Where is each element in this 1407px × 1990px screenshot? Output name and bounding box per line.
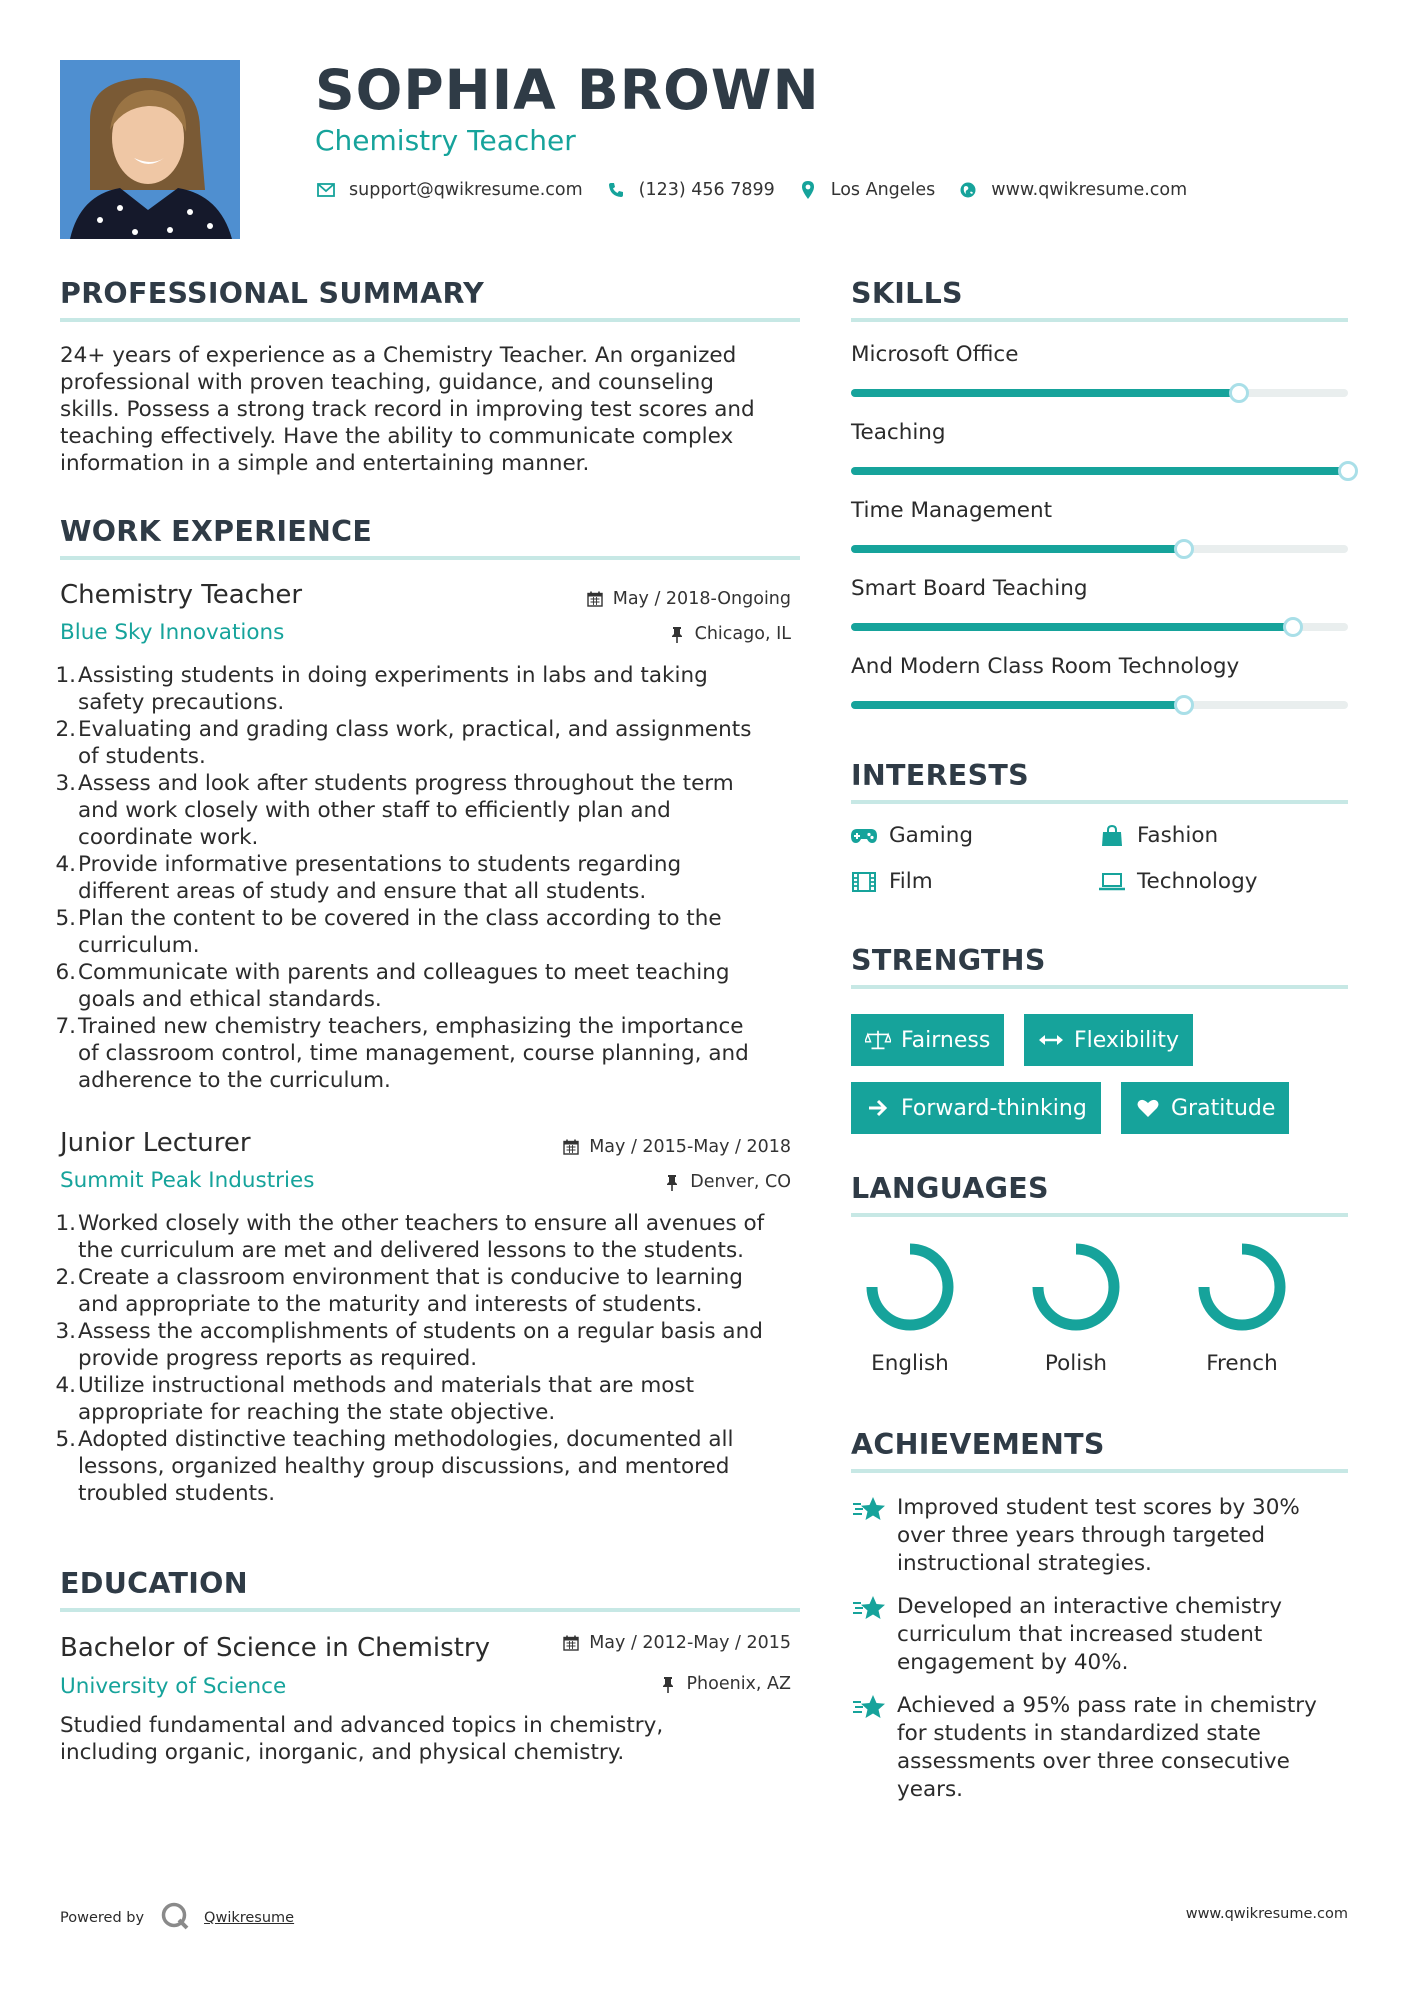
calendar-icon	[562, 1634, 580, 1652]
phone-icon	[605, 180, 627, 200]
education-rule	[60, 1608, 800, 1612]
skill-bar-knob	[1174, 539, 1194, 559]
job-duties-list	[55, 662, 800, 1094]
summary-line: professional with proven teaching, guidance, and counseling	[60, 370, 714, 395]
strength-label: Gratitude	[1171, 1095, 1276, 1121]
language-ring-arc	[872, 1249, 948, 1325]
language-label: French	[1206, 1351, 1278, 1376]
job-company: Summit Peak Industries	[60, 1168, 315, 1193]
interest-label: Film	[889, 869, 933, 894]
job-dates-text: May / 2015-May / 2018	[589, 1137, 791, 1157]
strength-label: Forward-thinking	[901, 1095, 1087, 1121]
strength-tag	[1121, 1082, 1289, 1134]
experience-heading: WORK EXPERIENCE	[60, 515, 373, 548]
list-item: 2. Create a classroom environment that is conducive to learning and appropriate to the maturity and interests of students.	[55, 1265, 743, 1317]
achievement-item	[851, 1692, 1331, 1804]
strength-label: Flexibility	[1074, 1027, 1179, 1053]
experience-rule	[60, 556, 800, 560]
language-item	[1016, 1241, 1136, 1376]
candidate-name: SOPHIA BROWN	[315, 58, 820, 122]
calendar-icon	[562, 1138, 580, 1156]
degree-title: Bachelor of Science in Chemistry	[60, 1633, 490, 1663]
skill-label: Teaching	[851, 420, 946, 445]
film-icon	[851, 871, 877, 893]
skill-bar-knob	[1229, 383, 1249, 403]
job-title: Chemistry Teacher	[60, 580, 303, 610]
list-item: 5. Adopted distinctive teaching methodologies, documented all lessons, organized healthy group discussions, and mentored troubled students.	[55, 1427, 734, 1506]
list-item: 4. Provide informative presentations to students regarding different areas of study and ensure that all students.	[55, 852, 682, 904]
heart-icon	[1135, 1096, 1161, 1120]
summary-line: information in a simple and entertaining manner.	[60, 451, 590, 476]
contact-email[interactable]: support@qwikresume.com	[349, 180, 583, 200]
skill-bar-fill	[851, 545, 1184, 553]
languages-heading: LANGUAGES	[851, 1172, 1049, 1205]
star-icon	[851, 1494, 887, 1524]
skill-bar	[851, 545, 1348, 553]
star-icon	[851, 1593, 887, 1623]
strength-tag	[851, 1014, 1004, 1066]
interest-item	[1099, 869, 1257, 894]
job-dates	[586, 589, 791, 609]
language-ring-arc	[1038, 1249, 1114, 1325]
skill-label: And Modern Class Room Technology	[851, 654, 1240, 679]
contact-website[interactable]: www.qwikresume.com	[991, 180, 1188, 200]
interest-label: Fashion	[1137, 823, 1219, 848]
calendar-icon	[586, 590, 604, 608]
language-ring	[864, 1241, 956, 1333]
list-item: 6. Communicate with parents and colleagues to meet teaching goals and ethical standards.	[55, 960, 730, 1012]
gamepad-icon	[851, 825, 877, 847]
strengths-heading: STRENGTHS	[851, 944, 1046, 977]
contact-bar	[315, 180, 1209, 200]
job-location-text: Chicago, IL	[694, 624, 791, 644]
contact-location: Los Angeles	[830, 180, 936, 200]
list-item: 2. Evaluating and grading class work, practical, and assignments of students.	[55, 717, 752, 769]
education-dates	[562, 1633, 791, 1653]
skill-bar-knob	[1283, 617, 1303, 637]
list-item: 5. Plan the content to be covered in the class according to the curriculum.	[55, 906, 722, 958]
skill-label: Smart Board Teaching	[851, 576, 1088, 601]
skills-rule	[851, 318, 1348, 322]
balance-scale-icon	[865, 1028, 891, 1052]
contact-phone: (123) 456 7899	[638, 180, 775, 200]
skill-bar-knob	[1338, 461, 1358, 481]
interest-item	[851, 869, 933, 894]
footer-powered-by	[60, 1901, 294, 1935]
list-item: 4. Utilize instructional methods and materials that are most appropriate for reaching the state objective.	[55, 1373, 695, 1425]
skill-label: Microsoft Office	[851, 342, 1019, 367]
language-ring	[1030, 1241, 1122, 1333]
job-dates-text: May / 2018-Ongoing	[612, 589, 791, 609]
job-location	[663, 1172, 791, 1192]
pushpin-icon	[659, 1675, 677, 1693]
education-location-text: Phoenix, AZ	[686, 1674, 791, 1694]
pushpin-icon	[668, 625, 686, 643]
achievement-text: Improved student test scores by 30% over three years through targeted instructional strategies.	[897, 1495, 1300, 1576]
envelope-icon	[315, 180, 337, 200]
skill-bar-fill	[851, 467, 1348, 475]
interests-heading: INTERESTS	[851, 759, 1029, 792]
achievement-item	[851, 1494, 1331, 1578]
skill-bar	[851, 389, 1348, 397]
map-pin-icon	[797, 180, 819, 200]
star-icon	[851, 1692, 887, 1722]
skill-bar-fill	[851, 389, 1239, 397]
achievements-heading: ACHIEVEMENTS	[851, 1428, 1105, 1461]
summary-rule	[60, 318, 800, 322]
school-name: University of Science	[60, 1674, 287, 1699]
footer-url[interactable]: www.qwikresume.com	[1185, 1906, 1348, 1922]
double-arrow-icon	[1038, 1028, 1064, 1052]
language-item	[850, 1241, 970, 1376]
summary-line: 24+ years of experience as a Chemistry Teacher. An organized	[60, 343, 737, 368]
list-item: 7. Trained new chemistry teachers, emphasizing the importance of classroom control, time management, course planning, and adherence to the curriculum.	[55, 1014, 749, 1093]
interests-rule	[851, 800, 1348, 804]
achievement-item	[851, 1593, 1331, 1677]
language-item	[1182, 1241, 1302, 1376]
skill-bar	[851, 467, 1348, 475]
skill-bar-knob	[1174, 695, 1194, 715]
list-item: 1. Assisting students in doing experiments in labs and taking safety precautions.	[55, 663, 708, 715]
job-company: Blue Sky Innovations	[60, 620, 285, 645]
interest-item	[851, 823, 973, 848]
candidate-role: Chemistry Teacher	[315, 124, 576, 157]
summary-text	[60, 342, 800, 477]
job-location	[668, 624, 791, 644]
qwikresume-link[interactable]: Qwikresume	[204, 1910, 295, 1926]
achievement-text: Developed an interactive chemistry curriculum that increased student engagement by 40%.	[897, 1594, 1282, 1675]
skills-heading: SKILLS	[851, 277, 963, 310]
education-line: Studied fundamental and advanced topics in chemistry,	[60, 1713, 664, 1738]
interest-label: Technology	[1137, 869, 1258, 894]
skill-bar-fill	[851, 701, 1184, 709]
skill-bar-fill	[851, 623, 1293, 631]
language-label: Polish	[1044, 1351, 1108, 1376]
education-dates-text: May / 2012-May / 2015	[589, 1633, 791, 1653]
job-location-text: Denver, CO	[690, 1172, 791, 1192]
achievement-text: Achieved a 95% pass rate in chemistry for students in standardized state assessments over three consecutive years.	[897, 1693, 1317, 1802]
summary-heading: PROFESSIONAL SUMMARY	[60, 277, 485, 310]
profile-photo	[60, 60, 240, 239]
language-ring-arc	[1204, 1249, 1280, 1325]
skill-bar	[851, 623, 1348, 631]
education-description	[60, 1712, 800, 1766]
skill-bar	[851, 701, 1348, 709]
education-heading: EDUCATION	[60, 1567, 248, 1600]
list-item: 3. Assess the accomplishments of students on a regular basis and provide progress reports as required.	[55, 1319, 763, 1371]
strength-tag	[851, 1082, 1101, 1134]
shopping-bag-icon	[1099, 825, 1125, 847]
job-dates	[562, 1137, 791, 1157]
strength-tag	[1024, 1014, 1193, 1066]
job-duties-list	[55, 1210, 800, 1507]
summary-line: teaching effectively. Have the ability to communicate complex	[60, 424, 734, 449]
strengths-rule	[851, 985, 1348, 989]
qwikresume-logo-icon	[160, 1901, 190, 1935]
job-title: Junior Lecturer	[60, 1128, 251, 1158]
language-ring	[1196, 1241, 1288, 1333]
language-label: English	[871, 1351, 949, 1376]
globe-icon	[957, 180, 979, 200]
education-line: including organic, inorganic, and physical chemistry.	[60, 1740, 625, 1765]
strength-label: Fairness	[901, 1027, 991, 1053]
interest-label: Gaming	[889, 823, 974, 848]
languages-rule	[851, 1213, 1348, 1217]
pushpin-icon	[663, 1173, 681, 1191]
interest-item	[1099, 823, 1218, 848]
achievements-rule	[851, 1469, 1348, 1473]
summary-line: skills. Possess a strong track record in improving test scores and	[60, 397, 755, 422]
list-item: 1. Worked closely with the other teachers to ensure all avenues of the curriculum are met and delivered lessons to the students.	[55, 1211, 765, 1263]
arrow-right-icon	[865, 1096, 891, 1120]
education-location	[659, 1674, 791, 1694]
list-item: 3. Assess and look after students progress throughout the term and work closely with other staff to efficiently plan and coordinate work.	[55, 771, 734, 850]
powered-by-label: Powered by	[60, 1910, 145, 1926]
laptop-icon	[1099, 871, 1125, 893]
skill-label: Time Management	[851, 498, 1053, 523]
